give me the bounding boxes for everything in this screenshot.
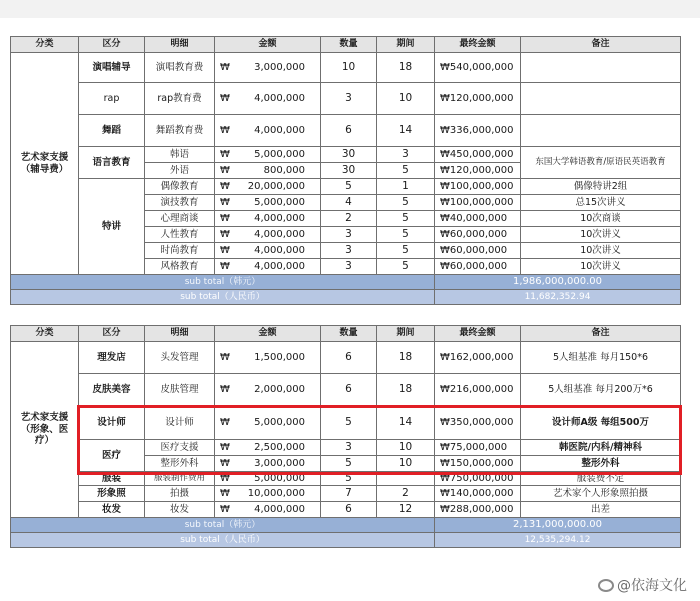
image-medical-table [10, 325, 681, 548]
final-cell: ₩ 60,000,000 [435, 259, 521, 275]
subtotal-rmb-value: 11,682,352.94 [435, 290, 681, 305]
period-cell: 5 [377, 195, 435, 211]
qty-cell: 4 [321, 195, 377, 211]
subtotal-rmb-value: 12,535,294.12 [435, 533, 681, 548]
final-cell: ₩ 288,000,000 [435, 502, 521, 518]
sub-cell: 特讲 [79, 179, 145, 275]
detail-cell: 整形外科 [145, 456, 215, 472]
qty-cell: 3 [321, 83, 377, 115]
final-cell: ₩ 350,000,000 [435, 406, 521, 440]
qty-cell: 3 [321, 243, 377, 259]
period-cell: 14 [377, 406, 435, 440]
note-cell: 10次讲义 [521, 259, 681, 275]
subtotal-krw-value: 1,986,000,000.00 [435, 275, 681, 290]
period-cell: 18 [377, 342, 435, 374]
note-cell [521, 115, 681, 147]
detail-cell: 演唱教育费 [145, 53, 215, 83]
table-row [11, 440, 681, 456]
table-row [11, 472, 681, 486]
detail-cell: 韩语 [145, 147, 215, 163]
period-cell: 18 [377, 53, 435, 83]
detail-cell: 医疗支援 [145, 440, 215, 456]
table-row [11, 83, 681, 115]
detail-cell: 服装制作费用 [145, 472, 215, 486]
period-cell: 5 [377, 163, 435, 179]
final-cell: ₩ 140,000,000 [435, 486, 521, 502]
sub-cell: rap [79, 83, 145, 115]
note-cell: 设计师A级 每组500万 [521, 406, 681, 440]
amount-cell: ₩ 800,000 [215, 163, 321, 179]
detail-cell: 舞蹈教育费 [145, 115, 215, 147]
qty-cell: 3 [321, 440, 377, 456]
amount-cell: ₩ 2,000,000 [215, 374, 321, 406]
final-cell: ₩ 100,000,000 [435, 179, 521, 195]
final-cell: ₩ 150,000,000 [435, 456, 521, 472]
period-cell: 5 [377, 227, 435, 243]
table-row [11, 53, 681, 83]
note-cell: 10次商谈 [521, 211, 681, 227]
final-cell: ₩ 75,000,000 [435, 440, 521, 456]
detail-cell: 皮肤管理 [145, 374, 215, 406]
amount-cell: ₩ 3,000,000 [215, 456, 321, 472]
final-cell: ₩ 450,000,000 [435, 147, 521, 163]
amount-cell: ₩ 3,000,000 [215, 53, 321, 83]
category-cell: 艺术家支援 （辅导费） [11, 53, 79, 275]
subtotal-rmb-row [11, 533, 681, 548]
qty-cell: 6 [321, 115, 377, 147]
qty-cell: 3 [321, 227, 377, 243]
period-cell: 5 [377, 243, 435, 259]
period-cell: 10 [377, 83, 435, 115]
header-note: 备注 [521, 326, 681, 342]
table-row [11, 406, 681, 440]
qty-cell: 5 [321, 456, 377, 472]
note-cell: 10次讲义 [521, 227, 681, 243]
sub-cell: 医疗 [79, 440, 145, 472]
amount-cell: ₩ 20,000,000 [215, 179, 321, 195]
amount-cell: ₩ 4,000,000 [215, 83, 321, 115]
sub-cell: 舞蹈 [79, 115, 145, 147]
note-cell: 整形外科 [521, 456, 681, 472]
amount-cell: ₩ 4,000,000 [215, 502, 321, 518]
sub-cell: 服装 [79, 472, 145, 486]
subtotal-krw-row [11, 518, 681, 533]
final-cell: ₩ 60,000,000 [435, 243, 521, 259]
header-amount: 金额 [215, 37, 321, 53]
note-cell [521, 83, 681, 115]
header-category: 分类 [11, 326, 79, 342]
detail-cell: 演技教育 [145, 195, 215, 211]
header-detail: 明细 [145, 37, 215, 53]
table-row [11, 179, 681, 195]
currency-symbol: ₩ [220, 61, 230, 73]
header-sub: 区分 [79, 326, 145, 342]
note-cell: 艺术家个人形象照拍摄 [521, 486, 681, 502]
subtotal-rmb-row [11, 290, 681, 305]
period-cell: 10 [377, 456, 435, 472]
period-cell: 5 [377, 211, 435, 227]
note-cell: 东国大学韩语教育/原语民英语教育 [521, 147, 681, 179]
amount-cell: ₩ 5,000,000 [215, 406, 321, 440]
detail-cell: 外语 [145, 163, 215, 179]
final-cell: ₩ 60,000,000 [435, 227, 521, 243]
note-cell: 10次讲义 [521, 243, 681, 259]
note-cell [521, 53, 681, 83]
final-cell: ₩ 216,000,000 [435, 374, 521, 406]
watermark [598, 575, 687, 595]
period-cell: 10 [377, 440, 435, 456]
header-qty: 数量 [321, 326, 377, 342]
header-note: 备注 [521, 37, 681, 53]
qty-cell: 7 [321, 486, 377, 502]
header-row [11, 37, 681, 53]
amount-cell: ₩ 2,500,000 [215, 440, 321, 456]
table-row [11, 486, 681, 502]
watermark-text: @依海文化 [617, 578, 687, 594]
subtotal-krw-label: sub total（韩元） [11, 518, 435, 533]
amount-cell: ₩ 1,500,000 [215, 342, 321, 374]
final-cell: ₩ 100,000,000 [435, 195, 521, 211]
note-cell: 偶像特讲2组 [521, 179, 681, 195]
header-final: 最终金额 [435, 37, 521, 53]
header-amount: 金额 [215, 326, 321, 342]
subtotal-rmb-label: sub total（人民币） [11, 290, 435, 305]
note-cell: 5人组基准 每月150*6 [521, 342, 681, 374]
qty-cell: 30 [321, 147, 377, 163]
amount-cell: ₩ 4,000,000 [215, 115, 321, 147]
subtotal-krw-value: 2,131,000,000.00 [435, 518, 681, 533]
detail-cell: 风格教育 [145, 259, 215, 275]
detail-cell: 时尚教育 [145, 243, 215, 259]
final-cell: ₩ 120,000,000 [435, 163, 521, 179]
header-final: 最终金额 [435, 326, 521, 342]
top-strip [0, 0, 700, 18]
header-period: 期间 [377, 37, 435, 53]
detail-cell: 妆发 [145, 502, 215, 518]
sub-cell: 语言教育 [79, 147, 145, 179]
note-cell: 总15次讲义 [521, 195, 681, 211]
qty-cell: 5 [321, 472, 377, 486]
sub-cell: 演唱辅导 [79, 53, 145, 83]
qty-cell: 2 [321, 211, 377, 227]
subtotal-krw-label: sub total（韩元） [11, 275, 435, 290]
header-qty: 数量 [321, 37, 377, 53]
detail-cell: 设计师 [145, 406, 215, 440]
final-cell: ₩ 750,000,000 [435, 472, 521, 486]
category-cell: 艺术家支援 （形象、医疗） [11, 342, 79, 518]
amount-cell: ₩ 4,000,000 [215, 211, 321, 227]
header-sub: 区分 [79, 37, 145, 53]
sub-cell: 设计师 [79, 406, 145, 440]
detail-cell: rap教育费 [145, 83, 215, 115]
qty-cell: 6 [321, 342, 377, 374]
amount-cell: ₩ 5,000,000 [215, 147, 321, 163]
qty-cell: 5 [321, 406, 377, 440]
amount-cell: ₩ 10,000,000 [215, 486, 321, 502]
amount-cell: ₩ 5,000,000 [215, 195, 321, 211]
final-cell: ₩ 336,000,000 [435, 115, 521, 147]
period-cell: 5 [377, 259, 435, 275]
final-cell: ₩ 540,000,000 [435, 53, 521, 83]
note-cell: 服装费不定 [521, 472, 681, 486]
amount-cell: ₩ 4,000,000 [215, 243, 321, 259]
final-cell: ₩ 120,000,000 [435, 83, 521, 115]
sub-cell: 形象照 [79, 486, 145, 502]
qty-cell: 6 [321, 374, 377, 406]
period-cell: 14 [377, 115, 435, 147]
sub-cell: 妆发 [79, 502, 145, 518]
header-detail: 明细 [145, 326, 215, 342]
detail-cell: 拍摄 [145, 486, 215, 502]
qty-cell: 10 [321, 53, 377, 83]
detail-cell: 心理商谈 [145, 211, 215, 227]
note-cell: 韩医院/内科/精神科 [521, 440, 681, 456]
period-cell: 18 [377, 374, 435, 406]
period-cell: 12 [377, 502, 435, 518]
detail-cell: 头发管理 [145, 342, 215, 374]
table-row [11, 374, 681, 406]
subtotal-krw-row [11, 275, 681, 290]
table-row [11, 502, 681, 518]
detail-cell: 人性教育 [145, 227, 215, 243]
sub-cell: 皮肤美容 [79, 374, 145, 406]
final-cell: ₩ 162,000,000 [435, 342, 521, 374]
table-row [11, 342, 681, 374]
amount-cell: ₩ 5,000,000 [215, 472, 321, 486]
period-cell: 1 [377, 179, 435, 195]
amount-cell: ₩ 4,000,000 [215, 259, 321, 275]
qty-cell: 30 [321, 163, 377, 179]
note-cell: 出差 [521, 502, 681, 518]
period-cell: 3 [377, 147, 435, 163]
coaching-fee-table [10, 36, 681, 305]
note-cell: 5人组基准 每月200万*6 [521, 374, 681, 406]
qty-cell: 3 [321, 259, 377, 275]
table-row [11, 115, 681, 147]
table-row [11, 147, 681, 163]
subtotal-rmb-label: sub total（人民币） [11, 533, 435, 548]
sub-cell: 理发店 [79, 342, 145, 374]
header-row [11, 326, 681, 342]
qty-cell: 5 [321, 179, 377, 195]
final-cell: ₩ 40,000,000 [435, 211, 521, 227]
period-cell: 2 [377, 486, 435, 502]
period-cell [377, 472, 435, 486]
detail-cell: 偶像教育 [145, 179, 215, 195]
qty-cell: 6 [321, 502, 377, 518]
header-period: 期间 [377, 326, 435, 342]
weibo-icon [598, 579, 614, 592]
header-category: 分类 [11, 37, 79, 53]
amount-cell: ₩ 4,000,000 [215, 227, 321, 243]
